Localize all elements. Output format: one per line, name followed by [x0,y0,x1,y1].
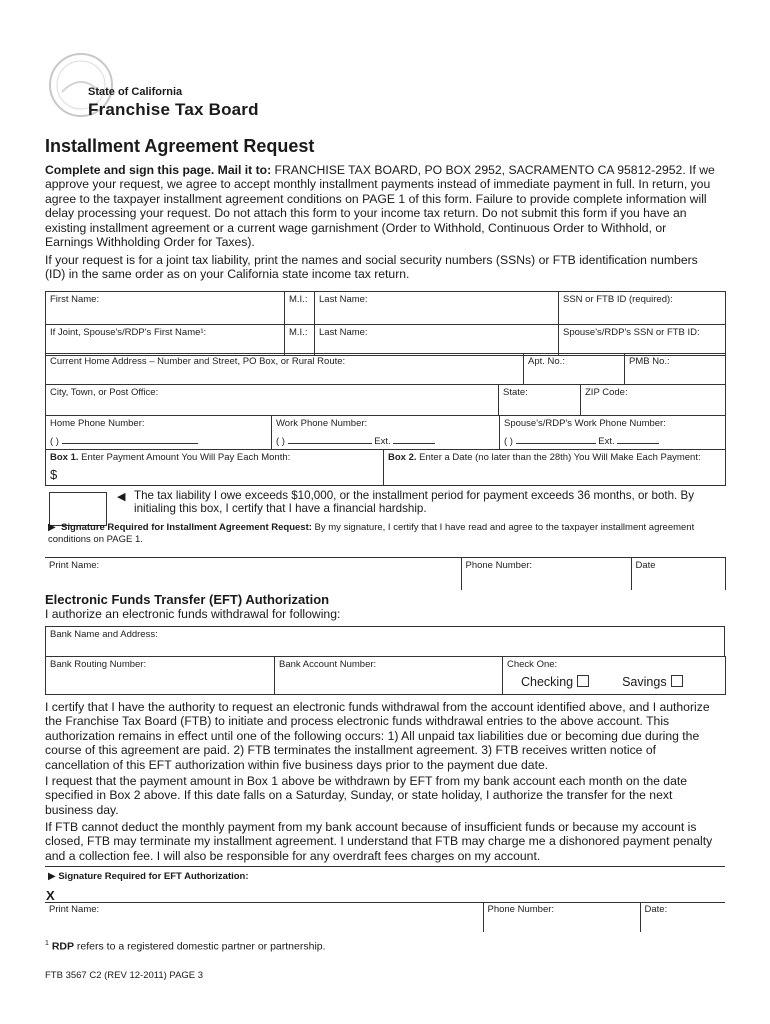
work-phone-field[interactable]: Work Phone Number: ( ) Ext. [272,416,500,450]
print-name-field[interactable]: Print Name: [45,558,461,590]
account-number-field[interactable]: Bank Account Number: [275,657,503,695]
apt-field[interactable]: Apt. No.: [524,354,625,385]
savings-label: Savings [622,675,667,689]
eft-subtitle: I authorize an electronic funds withdrawal for following: [45,607,341,621]
mi-field[interactable]: M.I.: [285,292,315,325]
eft-title: Electronic Funds Transfer (EFT) Authorization [45,592,330,607]
checking-label: Checking [521,675,574,689]
address-table [45,353,726,385]
state-field[interactable]: State: [499,385,581,416]
ssn-field[interactable]: SSN or FTB ID (required): [559,292,726,325]
bank-account-table [45,656,726,695]
box2-payment-date-field[interactable]: Box 2. Enter a Date (no later than the 28th) You Will Make Each Payment: [384,450,726,486]
eft-print-name-field[interactable]: Print Name: [45,902,483,932]
eft-phone-number-field[interactable]: Phone Number: [483,902,640,932]
eft-date-field[interactable]: Date: [640,902,725,932]
phone-number-field[interactable]: Phone Number: [461,558,631,590]
installment-signature-table [45,557,726,590]
eft-certification-1: I certify that I have the authority to request an electronic funds withdrawal from the account identified above, and I authorize the Franchise Tax Board (FTB) to initiate and process electronic funds withdrawal entries to the above account. This authorization remains in effect until one of the following occurs: 1) All unpaid tax liabilities due or becoming due during the course of this agreement are paid. 2) FTB terminates the installment agreement. 3) FTB receives written notice of cancellation of this EFT authorization within five business days prior to the payment due date. [45,700,710,772]
savings-checkbox[interactable] [671,675,683,687]
eft-signature-table [45,902,725,932]
agency-state-label: State of California [88,86,183,98]
first-name-field[interactable]: First Name: [46,292,285,325]
dollar-sign: $ [50,467,58,482]
zip-field[interactable]: ZIP Code: [581,385,726,416]
intro-text: FRANCHISE TAX BOARD, PO BOX 2952, SACRAMENTO CA 95812-2952. If we approve your request, we agree to accept monthly installment payments instead of immediate payment in full. In return, you agree to the taxpayer installment agreement conditions on PAGE 1 of this form. Failure to provide complete information will delay processing your request. Do not attach this form to your income tax return. Do not submit this form if you have an existing installment agreement or a current wage garnishment (Order to Withhold, Continuous Order to Withhold, or Earnings Withholding Order for Taxes). [45,163,715,250]
arrow-left-icon: ◀ [117,491,126,503]
form-title: Installment Agreement Request [45,136,315,156]
intro-lead: Complete and sign this page. Mail it to: [45,163,272,177]
bank-name-table [45,626,725,657]
spouse-first-name-field[interactable]: If Joint, Spouse's/RDP's First Name¹: [46,325,285,356]
phone-table [45,415,726,450]
home-phone-field[interactable]: Home Phone Number: ( ) [46,416,272,450]
box1-payment-amount-field[interactable]: Box 1. Enter Payment Amount You Will Pay Each Month: $ [46,450,384,486]
hardship-initials-box[interactable] [49,492,107,526]
eft-certification-2: I request that the payment amount in Box 1 above be withdrawn by EFT from my bank account each month on the date specified in Box 2 above. If this date falls on a Saturday, Sunday, or state holiday, I authorize the transfer for the next business day. [45,774,688,817]
rdp-footnote: $^1$ RDP refers to a registered domestic partner or partnership. [45,940,326,953]
payment-boxes-table [45,449,726,486]
spouse-mi-field[interactable]: M.I.: [285,325,315,356]
divider [45,866,725,867]
bank-name-field[interactable]: Bank Name and Address: [46,627,725,657]
installment-signature-note: ▶ Signature Required for Installment Agreement Request: By my signature, I certify that I have read and agree to the taxpayer installment agreement conditions on PAGE 1. [48,522,695,545]
home-address-field[interactable]: Current Home Address – Number and Street, PO Box, or Rural Route: [46,354,524,385]
checking-checkbox[interactable] [577,675,589,687]
form-footer: FTB 3567 C2 (REV 12-2011) PAGE 3 [45,970,204,981]
routing-number-field[interactable]: Bank Routing Number: [46,657,275,695]
taxpayer-name-table [45,291,726,356]
agency-name: Franchise Tax Board [88,100,259,119]
account-type-field: Check One: Checking Savings [503,657,726,695]
hardship-statement: The tax liability I owe exceeds $10,000, or the installment period for payment exceeds 36 months, or both. By initialing this box, I certify that I have a financial hardship. [134,489,695,515]
city-table [45,384,726,416]
spouse-work-phone-field[interactable]: Spouse's/RDP's Work Phone Number: ( ) Ext. [500,416,726,450]
pmb-field[interactable]: PMB No.: [625,354,726,385]
arrow-right-icon: ▶ [48,522,56,533]
arrow-right-icon: ▶ [48,871,56,882]
signature-x-mark: X [46,888,55,903]
eft-signature-note: ▶ Signature Required for EFT Authorization: [48,871,249,882]
date-field[interactable]: Date [631,558,725,590]
joint-liability-note: If your request is for a joint tax liability, print the names and social security numbers (SSNs) or FTB identification numbers (ID) in the same order as on your California state income tax return. [45,253,698,282]
spouse-last-name-field[interactable]: Last Name: [315,325,559,356]
city-field[interactable]: City, Town, or Post Office: [46,385,499,416]
last-name-field[interactable]: Last Name: [315,292,559,325]
eft-certification-3: If FTB cannot deduct the monthly payment from my bank account because of insufficient funds or because my account is closed, FTB may terminate my installment agreement. I understand that FTB may charge me a dishonored payment penalty and a collection fee. I will also be responsible for any overdraft fees charges on my account. [45,820,713,863]
spouse-ssn-field[interactable]: Spouse's/RDP's SSN or FTB ID: [559,325,726,356]
intro-paragraph [45,163,717,249]
